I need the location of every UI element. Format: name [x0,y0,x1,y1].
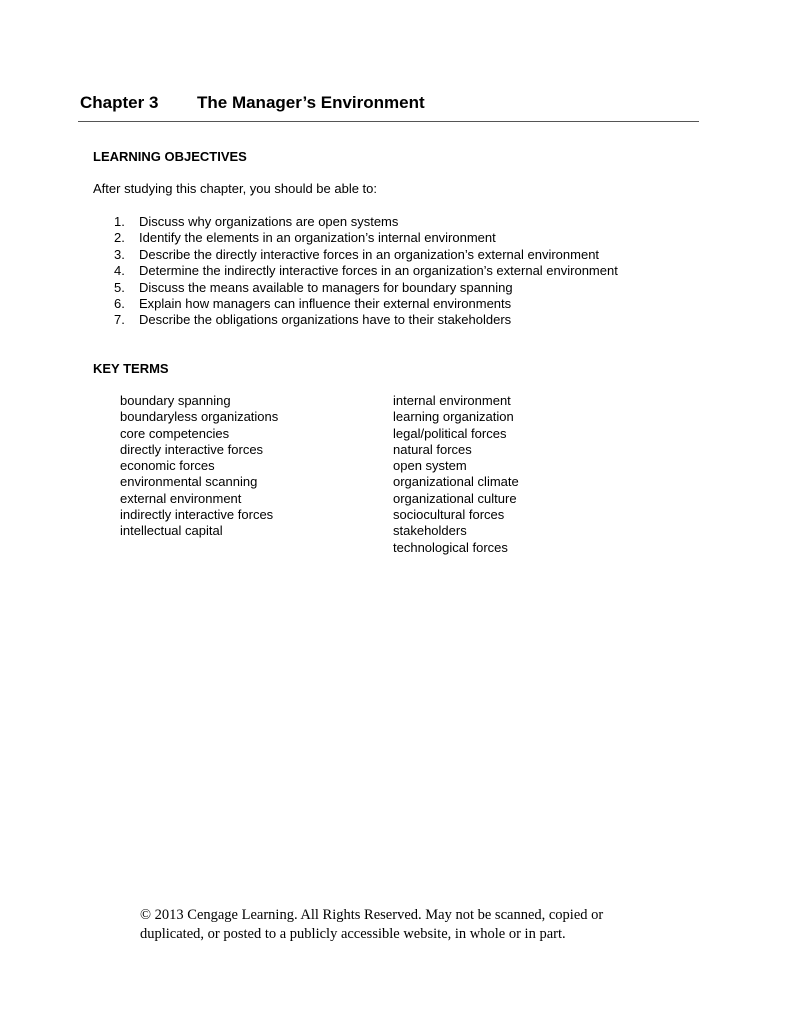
key-term: external environment [120,490,242,506]
objective-number: 5. [114,279,125,295]
key-terms-heading: KEY TERMS [93,361,169,376]
objective-number: 3. [114,246,125,262]
key-term: core competencies [120,425,230,441]
objective-item [114,214,618,230]
objective-text: Identify the elements in an organization’s internal environment [139,230,496,246]
key-term: indirectly interactive forces [120,507,274,523]
objective-text: Describe the directly interactive forces in an organization’s external environment [139,246,600,262]
key-term: internal environment [393,393,511,408]
key-term: boundaryless organizations [120,409,279,425]
objective-text: Determine the indirectly interactive forces in an organization’s external environment [139,263,618,279]
copyright-notice [140,906,660,944]
key-term: technological forces [393,539,508,555]
key-term: learning organization [393,409,514,425]
objective-text: Discuss why organizations are open systems [139,214,399,229]
objective-item [114,230,618,246]
key-term: environmental scanning [120,474,258,490]
copyright-line-1: © 2013 Cengage Learning. All Rights Reserved. May not be scanned, copied or [140,907,604,923]
chapter-number: Chapter 3 [80,93,159,112]
learning-objectives-heading: LEARNING OBJECTIVES [93,149,247,164]
objective-item [114,280,618,296]
objective-text: Discuss the means available to managers for boundary spanning [139,279,513,295]
learning-objectives-list [114,214,618,329]
key-term: economic forces [120,458,215,474]
key-term: boundary spanning [120,393,231,408]
objective-number: 2. [114,230,125,246]
key-term: intellectual capital [120,523,223,539]
key-term: legal/political forces [393,425,507,441]
chapter-title: The Manager’s Environment [197,93,425,112]
objective-item [114,296,618,312]
chapter-header [80,92,425,114]
objective-item [114,312,618,328]
key-term: open system [393,458,467,474]
key-term: organizational culture [393,490,517,506]
objective-number: 4. [114,263,125,279]
objective-number: 7. [114,312,125,328]
learning-objectives-intro: After studying this chapter, you should be able to: [93,181,378,196]
key-terms-right-column [393,393,519,556]
header-divider [78,121,699,122]
objective-item [114,263,618,279]
key-term: sociocultural forces [393,507,505,523]
key-terms-left-column [120,393,278,540]
objective-item [114,247,618,263]
key-term: directly interactive forces [120,441,264,457]
copyright-line-2: duplicated, or posted to a publicly accessible website, in whole or in part. [140,926,566,942]
objective-number: 1. [114,214,125,229]
objective-number: 6. [114,296,125,312]
key-term: organizational climate [393,474,519,490]
key-term: stakeholders [393,523,467,539]
key-term: natural forces [393,441,472,457]
objective-text: Describe the obligations organizations have to their stakeholders [139,312,512,328]
objective-text: Explain how managers can influence their external environments [139,296,512,312]
